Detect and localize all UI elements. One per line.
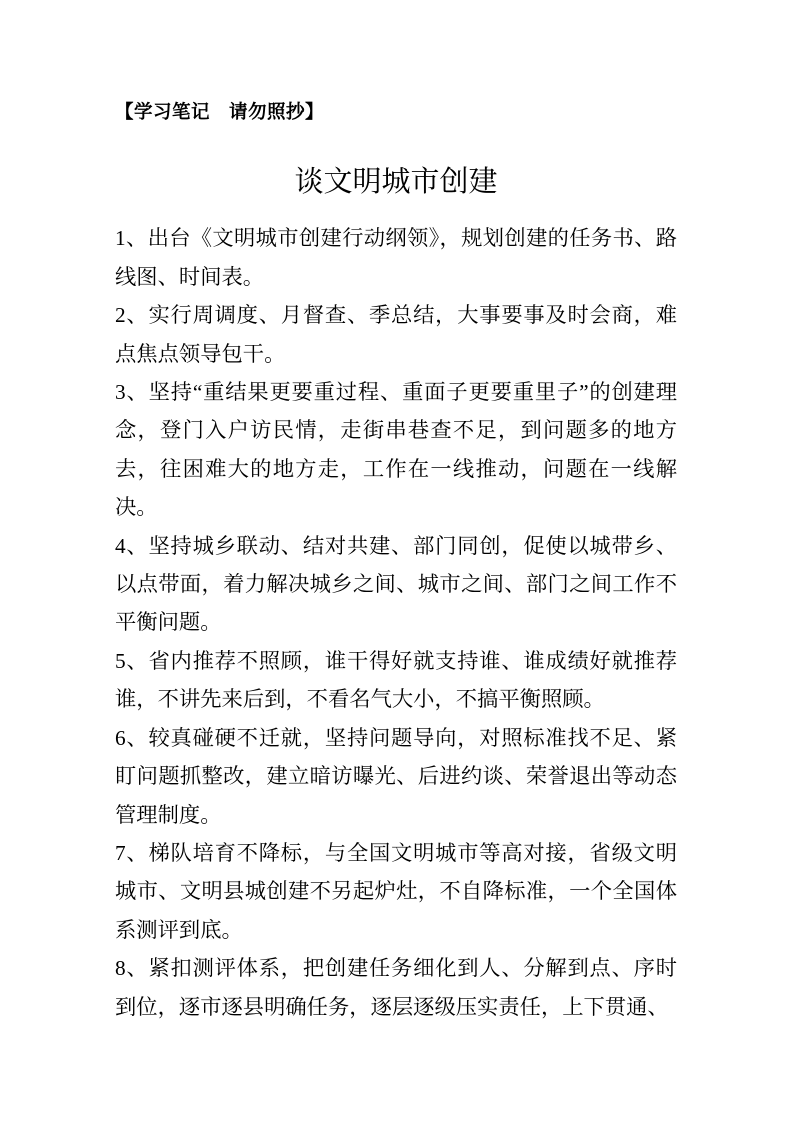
header-note: 【学习笔记 请勿照抄】 [115,101,325,122]
paragraph-8: 8、紧扣测评体系，把创建任务细化到人、分解到点、序时到位，逐市逐县明确任务，逐层逐级压实责任，上下贯通、 [115,956,677,1019]
document-body [115,219,677,1026]
paragraph-1: 1、出台《文明城市创建行动纲领》，规划创建的任务书、路线图、时间表。 [115,226,677,289]
document-title: 谈文明城市创建 [294,166,498,198]
document-content [115,0,677,1026]
paragraph-5: 5、省内推荐不照顾，谁干得好就支持谁、谁成绩好就推荐谁，不讲先来后到，不看名气大小，不搞平衡照顾。 [115,648,677,712]
paragraph-2: 2、实行周调度、月督查、季总结，大事要事及时会商，难点焦点领导包干。 [115,303,677,366]
paragraph-3: 3、坚持“重结果更要重过程、重面子更要重里子”的创建理念，登门入户访民情，走街串巷查不足，到问题多的地方去，往困难大的地方走，工作在一线推动，问题在一线解决。 [115,380,677,520]
paragraph-4: 4、坚持城乡联动、结对共建、部门同创，促使以城带乡、以点带面，着力解决城乡之间、城市之间、部门之间工作不平衡问题。 [115,533,677,635]
paragraph-7: 7、梯队培育不降标，与全国文明城市等高对接，省级文明城市、文明县城创建不另起炉灶，不自降标准，一个全国体系测评到底。 [115,840,677,942]
paragraph-6: 6、较真碰硬不迁就，坚持问题导向，对照标准找不足、紧盯问题抓整改，建立暗访曝光、后进约谈、荣誉退出等动态管理制度。 [115,725,677,827]
